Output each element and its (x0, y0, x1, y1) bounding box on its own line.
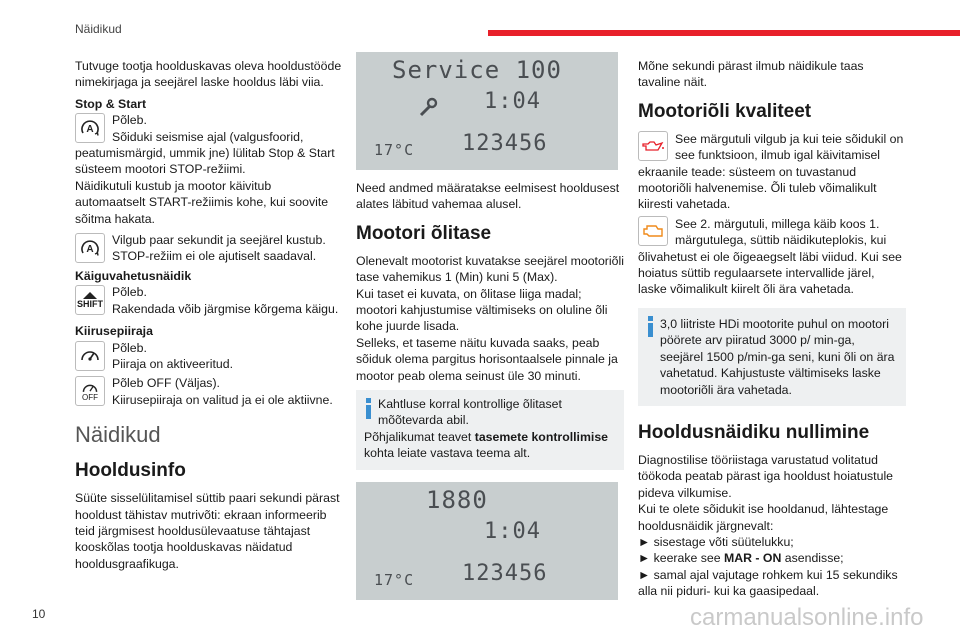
oil-info-note (356, 390, 624, 470)
wrench-icon (418, 96, 438, 122)
lcd-temperature: 17°C (374, 141, 415, 159)
limiter-on-row (75, 340, 343, 373)
service-reset-heading: Hooldusnäidiku nullimine (638, 421, 870, 443)
step-text: ► keerake see (638, 551, 724, 566)
header-accent-bar (488, 30, 960, 36)
svg-text:A: A (86, 124, 94, 136)
lcd-service-line: Service 100 (392, 56, 562, 84)
section-title: Näidikud (75, 422, 161, 448)
stop-start-blink-row (75, 232, 343, 265)
stop-start-icon (75, 233, 105, 263)
column-3 (638, 58, 906, 600)
step-text-end: asendisse; (781, 551, 844, 566)
lcd-time: 1:04 (484, 89, 541, 114)
oil-level-text-2: Kui taset ei kuvata, on õlitase liiga madal; mootori kahjustumise vältimiseks on oluline õli kohe juurde lisada. (356, 286, 608, 334)
column-2 (356, 52, 624, 610)
page-number: 10 (32, 607, 46, 621)
stop-start-on-text-2: Näidikutuli kustub ja mootor käivitub automaatselt START-režiimis kohe, kui soovite sõitma hakata. (75, 178, 329, 226)
reset-step-1: ► sisestage võti süütelukku; (638, 534, 794, 549)
limiter-on-text: Piiraja on aktiveeritud. (112, 356, 233, 371)
lcd-mileage-line: 1880 (426, 485, 488, 514)
note-text-end: kohta leiate vastava teema alt. (364, 446, 531, 461)
gear-text: Rakendada võib järgmise kõrgema käigu. (112, 301, 339, 316)
note-bold: tasemete kontrollimise (474, 429, 609, 444)
lcd-time: 1:04 (484, 518, 541, 544)
service-display-caption: Need andmed määratakse eelmisest hooldusest alates läbitud vahemaa alusel. (356, 181, 620, 212)
info-icon (646, 316, 654, 338)
limiter-on-label: Põleb. (112, 340, 147, 355)
watermark: carmanualsonline.info (690, 604, 924, 631)
engine-warning-icon (638, 216, 668, 246)
note-line-2 (364, 429, 616, 462)
oil-level-text-3: Selleks, et taseme näitu kuvada saaks, peab sõiduk olema pargitus horisontaalsele pinnale ja mootor peab olema seinust üle 30 minuti. (356, 335, 618, 383)
service-display (356, 52, 618, 170)
speed-limiter-icon (75, 341, 105, 371)
note-text: Põhjalikumat teavet (364, 429, 475, 444)
service-info-heading: Hooldusinfo (75, 460, 186, 482)
note-line-1: Kahtluse korral kontrollige õlitaset mõõtevarda abil. (378, 397, 562, 428)
stop-start-heading: Stop & Start (75, 96, 147, 111)
hdi-note-text: 3,0 liitriste HDi mootorite puhul on mootori pöörete arv piiratud 3000 p/ min-ga, seejärel 1500 p/min-ga seni, kuni õli on ära vahetatud. Kahjustuste vältimiseks laske mootoriõli ära vahetada. (660, 316, 895, 397)
service-reset-text-2: Kui te olete sõidukit ise hooldanud, lähtestage hooldusnäidik järgnevalt: (638, 502, 889, 533)
limiter-off-text: Kiirusepiiraja on valitud ja ei ole aktiivne. (112, 392, 333, 407)
oil-quality-heading: Mootoriõli kvaliteet (638, 100, 812, 122)
shift-icon-label: SHIFT (77, 298, 103, 309)
stop-start-on-label: Põleb. (112, 113, 147, 128)
oil-quality-text-1: See märgutuli vilgub ja kui teie sõidukil on see funktsioon, ilmub igal käivitamisel ekraanile teade: süsteem on tuvastanud mootoriõli halvenemise. Õli tuleb võimalikult kiiresti vahetada. (638, 131, 904, 212)
oil-can-icon (638, 131, 668, 161)
oil-level-text-1: Olenevalt mootorist kuvatakse seejärel mootoriõli tase vahemikus 1 (Min) kuni 5 (Max). (356, 253, 624, 285)
hdi-info-note (638, 308, 906, 406)
oil-display (356, 482, 618, 600)
step-bold: MAR - ON (724, 551, 782, 566)
oil-level-heading: Mootori õlitase (356, 222, 492, 244)
stop-start-on-text: Sõiduki seismise ajal (valgusfoorid, peatumismärgid, ummik jne) lülitab Stop & Start süsteem mootori STOP-režiimi. (75, 129, 335, 177)
oil-warning-row (638, 131, 906, 213)
lcd-temperature: 17°C (374, 570, 415, 589)
stop-start-on-row (75, 112, 343, 178)
gear-row (75, 284, 343, 317)
stop-start-blink-text: STOP-režiim ei ole ajutiselt saadaval. (112, 249, 317, 264)
limiter-off-row (75, 375, 343, 408)
reset-step-3: ► samal ajal vajutage rohkem kui 15 sekundiks alla nii piduri- kui ka gaasipedaal. (638, 567, 898, 599)
gear-indicator-heading: Käiguvahetusnäidik (75, 268, 192, 283)
service-warning-row (638, 216, 906, 298)
intro-text: Tutvuge tootja hoolduskavas oleva hooldustööde nimekirjaga ja seejärel laske hooldus läbi viia. (75, 59, 342, 90)
off-icon-label: OFF (82, 392, 98, 402)
svg-text:A: A (86, 244, 94, 256)
gear-on-label: Põleb. (112, 285, 147, 300)
oil-quality-text-2: See 2. märgutuli, millega käib koos 1. märgutulega, süttib näidikuteplokis, kui õlivahetust ei ole õigeaegselt läbi viidud. Kui see hoiatus süttib regulaarsete intervallide järel, laske võimalikult kiirelt õli ära vahetada. (638, 216, 902, 297)
lcd-odometer: 123456 (462, 131, 548, 156)
stop-start-icon (75, 113, 105, 143)
column-1 (75, 58, 343, 577)
reset-step-2 (638, 550, 906, 566)
running-header: Näidikud (75, 22, 122, 36)
limiter-off-label: Põleb OFF (Väljas). (112, 376, 220, 391)
return-text: Mõne sekundi pärast ilmub näidikule taas tavaline näit. (638, 59, 864, 90)
service-reset-text-1: Diagnostilise tööriistaga varustatud volitatud töökoda peatab pärast iga hooldust hoiatustule pideva vilkumise. (638, 452, 894, 500)
service-info-text: Süüte sisselülitamisel süttib paari sekundi pärast hooldust tähistav mutrivõti: ekraan informeerib teid järgmisest hooldusülevaatuse tähtajast kooskõlas tootja hoolduskavas näidatud hooldusgraafikuga. (75, 491, 340, 571)
stop-start-blink-label: Vilgub paar sekundit ja seejärel kustub. (112, 233, 326, 248)
speed-limiter-heading: Kiirusepiiraja (75, 324, 153, 339)
shift-up-icon (75, 285, 105, 315)
speed-limiter-off-icon (75, 376, 105, 406)
info-icon (364, 398, 372, 420)
lcd-odometer: 123456 (462, 560, 548, 586)
